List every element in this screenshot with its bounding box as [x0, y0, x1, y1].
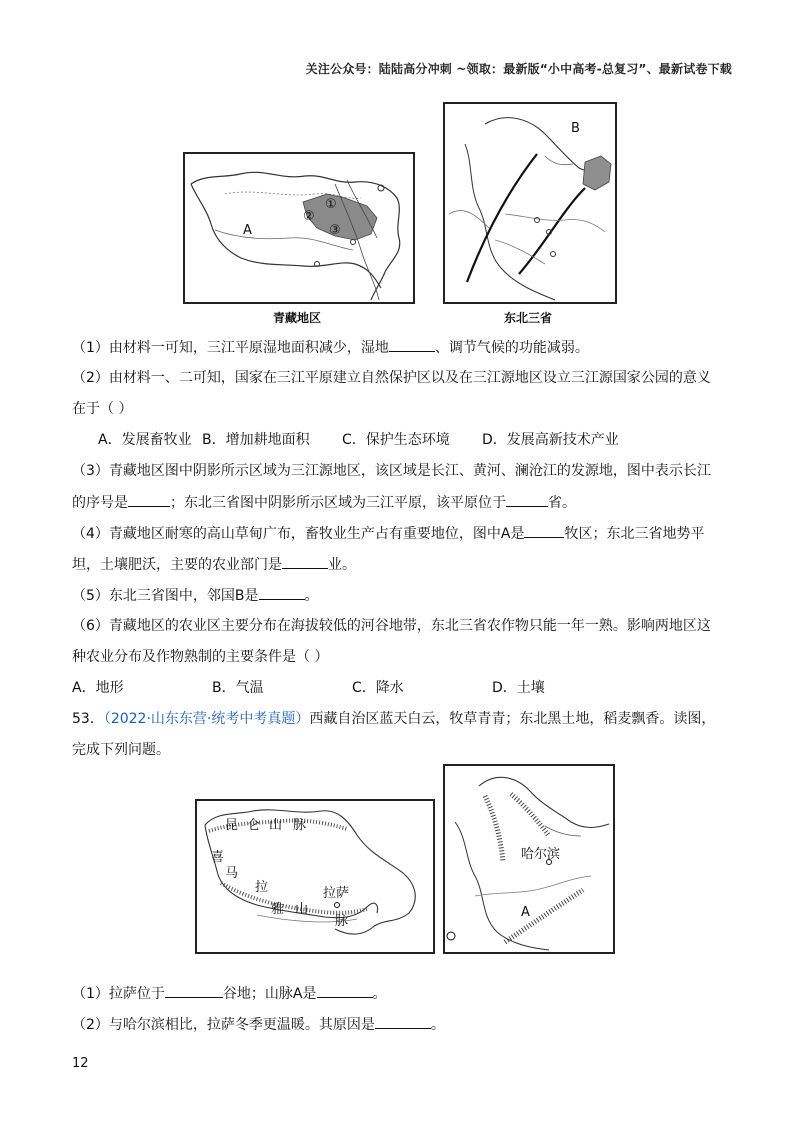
kunlun-char-1: 昆 [225, 818, 239, 833]
qingzang-marker-1: ① [325, 197, 337, 212]
answer-blank[interactable] [389, 337, 435, 352]
q53-part1 [72, 983, 387, 1004]
q52-part4-text-d: 业。 [328, 557, 356, 573]
q52-part5-text-a: （5）东北三省图中，邻国B是 [72, 588, 259, 604]
qingzang-label-a: A [243, 223, 252, 238]
kunlun-char-2: 仑 [247, 818, 261, 833]
q52-part6-line1: （6）青藏地区的农业区主要分布在海拔较低的河谷地带，东北三省农作物只能一年一熟。影响两地区这 [72, 618, 711, 634]
q52-part2-options [98, 430, 619, 450]
q52-part6-options [72, 678, 545, 698]
qingzang-marker-3: ③ [329, 223, 341, 238]
himalaya-char-3: 拉 [255, 880, 269, 895]
q52-part5 [72, 585, 319, 606]
q53-part1-text-c: 。 [372, 986, 387, 1002]
q52-part1-text-b: 、调节气候的功能减弱。 [434, 340, 589, 356]
q52-part3-line2 [72, 492, 576, 513]
q52-part6-line2: 种农业分布及作物熟制的主要条件是（ ） [72, 649, 329, 665]
answer-blank[interactable] [128, 492, 170, 507]
himalaya-char-2: 马 [225, 866, 239, 881]
q52-part4-line1 [72, 523, 704, 544]
option-c[interactable]: C．保护生态环境 [342, 432, 450, 448]
harbin-label: 哈尔滨 [521, 847, 561, 862]
header-note: 关注公众号：陆陆高分冲刺 ~领取：最新版“小中高考-总复习”、最新试卷下载 [305, 62, 732, 76]
q53-stem-line2: 完成下列问题。 [72, 742, 170, 758]
q53-stem-text: 西藏自治区蓝天白云，牧草青青；东北黑土地，稻麦飘香。读图， [309, 711, 716, 727]
option-a[interactable]: A．地形 [72, 680, 124, 696]
q52-part3-line1: （3）青藏地区图中阴影所示区域为三江源地区，该区域是长江、黄河、澜沧江的发源地，图中表示长江 [72, 463, 711, 479]
answer-blank[interactable] [259, 585, 305, 600]
himalaya-char-5: 山 [295, 902, 309, 917]
dongbei-map [443, 102, 617, 304]
q52-part3-text-c: 省。 [548, 495, 576, 511]
q52-part4-line2 [72, 554, 356, 575]
answer-blank[interactable] [375, 1014, 431, 1029]
dongbei-map-drawing [445, 104, 615, 302]
option-b[interactable]: B．气温 [212, 680, 264, 696]
q53-part1-text-b: 谷地；山脉A是 [222, 986, 317, 1002]
answer-blank[interactable] [165, 983, 223, 998]
himalaya-char-6: 脉 [335, 914, 349, 929]
option-d[interactable]: D．发展高新技术产业 [482, 432, 619, 448]
tibet-map-drawing [197, 801, 433, 952]
q52-part5-text-b: 。 [304, 588, 319, 604]
harbin-map [443, 764, 615, 954]
qingzang-map-drawing [185, 154, 413, 302]
q52-part4-text-b: 牧区；东北三省地势平 [564, 526, 705, 542]
q52-part4-text-a: （4）青藏地区耐寒的高山草甸广布，畜牧业生产占有重要地位，图中A是 [72, 526, 525, 542]
q53-part2 [72, 1014, 445, 1035]
option-a[interactable]: A．发展畜牧业 [98, 432, 192, 448]
himalaya-char-4: 雅 [271, 902, 285, 917]
dongbei-caption: 东北三省 [503, 311, 552, 325]
q52-part3-text-b: ；东北三省图中阴影所示区域为三江平原，该平原位于 [170, 495, 506, 511]
answer-blank[interactable] [282, 554, 328, 569]
qingzang-map [183, 152, 415, 304]
q52-part3-text-a: 的序号是 [72, 495, 128, 511]
himalaya-char-1: 喜 [211, 850, 225, 865]
harbin-map-drawing [445, 766, 613, 952]
tibet-map [195, 799, 435, 954]
qingzang-marker-2: ② [303, 209, 315, 224]
q53-part2-text-a: （2）与哈尔滨相比，拉萨冬季更温暖。其原因是 [72, 1017, 375, 1033]
q52-part1-text-a: （1）由材料一可知，三江平原湿地面积减少，湿地 [72, 340, 389, 356]
option-d[interactable]: D．土壤 [492, 680, 545, 696]
q52-part2-line1: （2）由材料一、二可知，国家在三江平原建立自然保护区以及在三江源地区设立三江源国家公园的意义 [72, 370, 711, 386]
kunlun-char-4: 脉 [293, 818, 307, 833]
question-number: 53． [72, 711, 104, 727]
q52-part4-text-c: 坦，土壤肥沃，主要的农业部门是 [72, 557, 282, 573]
kunlun-char-3: 山 [269, 818, 283, 833]
question-source: （2022·山东东营·统考中考真题） [103, 711, 310, 727]
q52-part2-line2: 在于（ ） [72, 401, 133, 417]
q53-stem-line1 [72, 709, 715, 729]
qingzang-caption: 青藏地区 [272, 311, 321, 325]
q53-part1-text-a: （1）拉萨位于 [72, 986, 165, 1002]
q52-part1 [72, 337, 589, 358]
answer-blank[interactable] [506, 492, 548, 507]
q53-part2-text-b: 。 [430, 1017, 445, 1033]
option-c[interactable]: C．降水 [352, 680, 404, 696]
option-b[interactable]: B．增加耕地面积 [202, 432, 310, 448]
dongbei-label-b: B [571, 121, 580, 136]
answer-blank[interactable] [524, 523, 564, 538]
answer-blank[interactable] [317, 983, 373, 998]
lhasa-label: 拉萨 [323, 886, 350, 901]
page-number: 12 [72, 1056, 89, 1071]
mountain-a-label: A [521, 905, 530, 920]
